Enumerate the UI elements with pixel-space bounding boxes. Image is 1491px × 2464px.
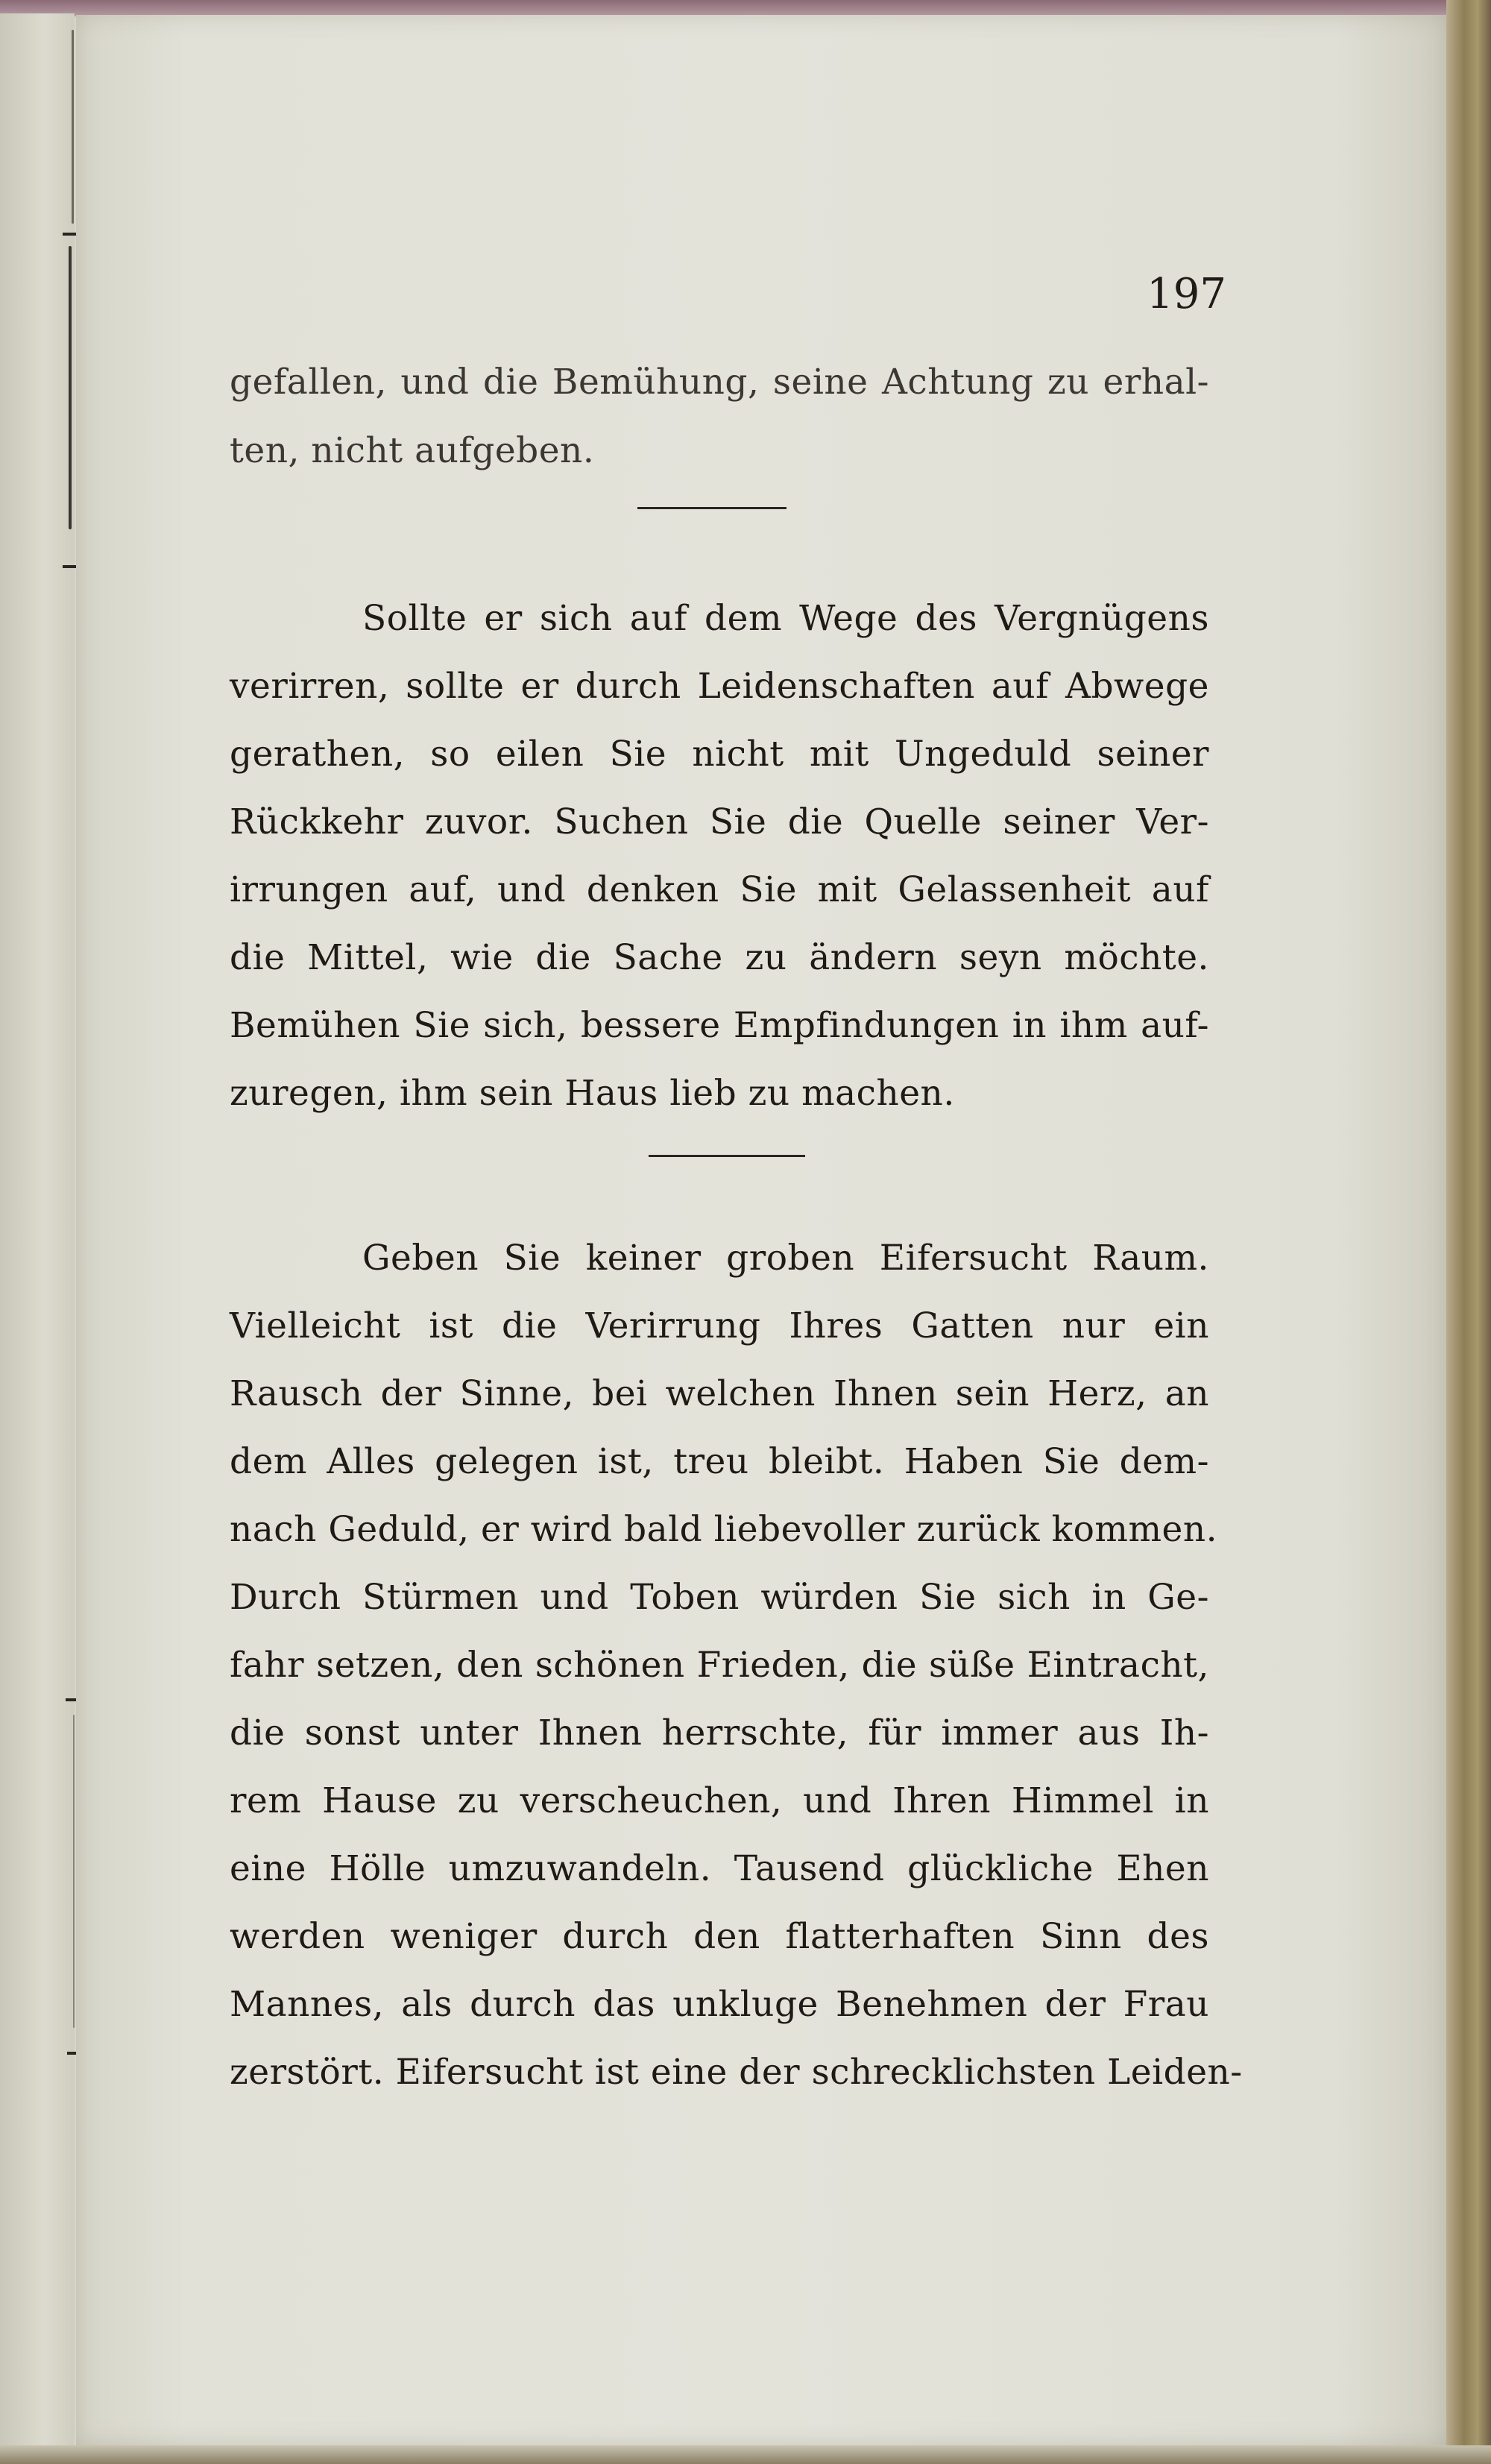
previous-page-edge [0, 13, 75, 2464]
section-divider [637, 507, 787, 509]
book-top-edge [0, 0, 1491, 16]
text-line: gefallen, und die Bemühung, seine Achtung zu erhal- [230, 362, 1209, 403]
text-line: dem Alles gelegen ist, treu bleibt. Haben Sie dem- [230, 1441, 1209, 1482]
text-line: werden weniger durch den flatterhaften Sinn des [230, 1916, 1209, 1957]
gutter-shadow [72, 30, 74, 224]
text-line: zuregen, ihm sein Haus lieb zu machen. [230, 1073, 955, 1114]
text-line: die sonst unter Ihnen herrschte, für immer aus Ih- [230, 1712, 1209, 1754]
text-line: ten, nicht aufgeben. [230, 430, 595, 471]
text-line: rem Hause zu verscheuchen, und Ihren Himmel in [230, 1780, 1209, 1821]
text-line: Bemühen Sie sich, bessere Empfindungen in ihm auf- [230, 1005, 1209, 1046]
book-bottom-edge [0, 2445, 1491, 2464]
text-line: fahr setzen, den schönen Frieden, die süße Eintracht, [230, 1645, 1209, 1686]
text-line: Rückkehr zuvor. Suchen Sie die Quelle seiner Ver- [230, 801, 1209, 842]
text-line: nach Geduld, er wird bald liebevoller zurück kommen. [230, 1509, 1218, 1550]
gutter-shadow [69, 246, 72, 529]
text-line: Rausch der Sinne, bei welchen Ihnen sein Herz, an [230, 1373, 1209, 1414]
text-line: verirren, sollte er durch Leidenschaften auf Abwege [230, 666, 1209, 707]
text-line: irrungen auf, und denken Sie mit Gelassenheit auf [230, 869, 1209, 910]
text-line: eine Hölle umzuwandeln. Tausend glückliche Ehen [230, 1848, 1209, 1889]
text-line: die Mittel, wie die Sache zu ändern seyn möchte. [230, 937, 1209, 978]
text-line: gerathen, so eilen Sie nicht mit Ungeduld seiner [230, 734, 1209, 775]
text-line: Mannes, als durch das unkluge Benehmen der Frau [230, 1984, 1209, 2025]
text-line: Durch Stürmen und Toben würden Sie sich in Ge- [230, 1577, 1209, 1618]
section-divider [649, 1155, 805, 1157]
text-line: Vielleicht ist die Verirrung Ihres Gatten nur ein [230, 1305, 1209, 1346]
gutter-shadow [73, 1715, 75, 2028]
text-line: zerstört. Eifersucht ist eine der schrecklichsten Leiden- [230, 2052, 1243, 2093]
text-line: Sollte er sich auf dem Wege des Vergnügens [362, 598, 1209, 639]
text-line: Geben Sie keiner groben Eifersucht Raum. [362, 1238, 1209, 1279]
book-fore-edge [1446, 0, 1491, 2464]
page-number: 197 [1147, 270, 1226, 318]
